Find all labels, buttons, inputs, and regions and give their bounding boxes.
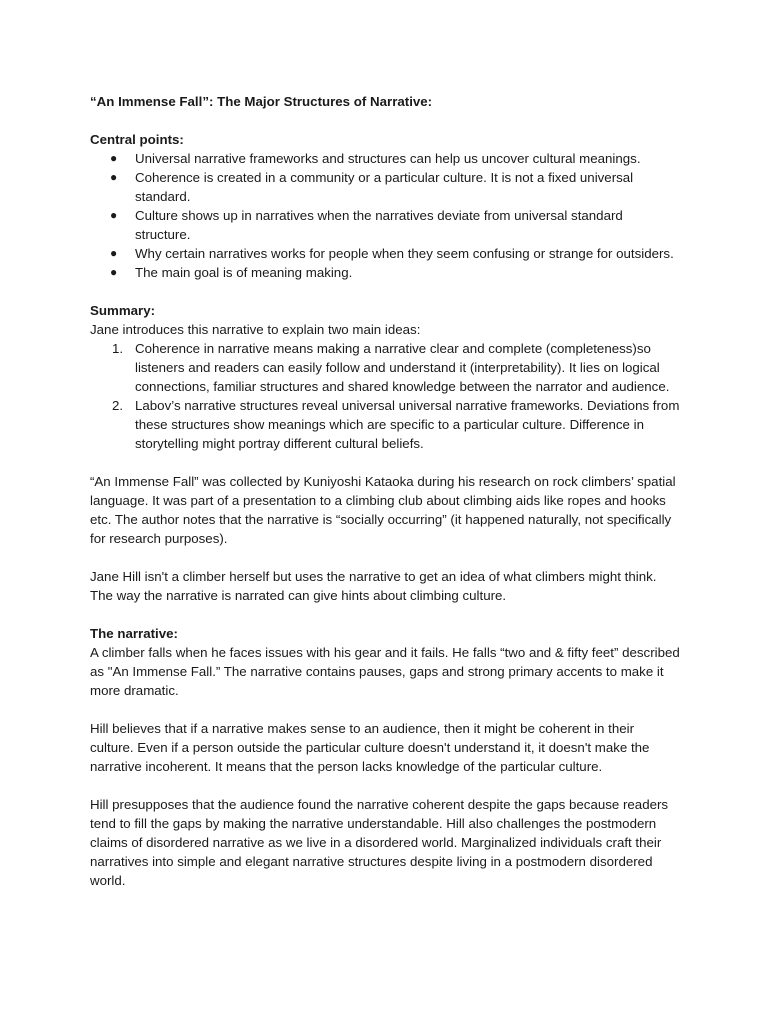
document-title: “An Immense Fall”: The Major Structures of Narrative: — [90, 94, 433, 109]
paragraph-narrative-fall: A climber falls when he faces issues with his gear and it fails. He falls “two and & fifty feet” described as "An Immense Fall.” The narrative contains pauses, gaps and strong primary accents to make it more dramatic. — [90, 645, 680, 698]
bullet-icon: ● — [110, 170, 118, 184]
central-points-list — [90, 149, 680, 282]
list-number: 1. — [112, 341, 124, 356]
list-item-text: Coherence in narrative means making a narrative clear and complete (completeness)so listeners and readers can easily follow and understand it (interpretability). It lies on logical connections, familiar structures and shared knowledge between the narrator and audience. — [135, 341, 670, 394]
central-points-heading: Central points: — [90, 132, 184, 147]
bullet-icon: ● — [110, 208, 118, 222]
summary-list — [90, 339, 680, 453]
list-item-text: Why certain narratives works for people when they seem confusing or strange for outsiders. — [135, 246, 674, 261]
paragraph-coherence: Hill believes that if a narrative makes sense to an audience, then it might be coherent in their culture. Even if a person outside the particular culture doesn't understand it, it doesn't make the narrative incoherent. It means that the person lacks knowledge of the particular culture. — [90, 721, 650, 774]
list-item-text: Labov’s narrative structures reveal universal universal narrative frameworks. Deviations from these structures show meanings which are specific to a particular culture. Difference in storytelling might portray different cultural beliefs. — [135, 398, 680, 451]
list-item-text: Universal narrative frameworks and structures can help us uncover cultural meanings. — [135, 151, 641, 166]
list-item — [90, 244, 680, 263]
bullet-icon: ● — [110, 265, 118, 279]
list-item — [90, 206, 680, 244]
document-page — [90, 92, 680, 890]
list-item-text: Coherence is created in a community or a particular culture. It is not a fixed universal standard. — [135, 170, 634, 204]
paragraph-collection: “An Immense Fall” was collected by Kuniyoshi Kataoka during his research on rock climbers’ spatial language. It was part of a presentation to a climbing club about climbing aids like ropes and hooks etc. The author notes that the narrative is “socially occurring” (it happened naturally, not specifically for research purposes). — [90, 474, 676, 546]
list-number: 2. — [112, 398, 124, 413]
summary-heading: Summary: — [90, 303, 156, 318]
paragraph-presupposes: Hill presupposes that the audience found the narrative coherent despite the gaps because readers tend to fill the gaps by making the narrative understandable. Hill also challenges the postmodern claims of disordered narrative as we live in a disordered world. Marginalized individuals craft their narratives into simple and elegant narrative structures despite living in a postmodern disordered world. — [90, 797, 669, 888]
list-item-text: The main goal is of meaning making. — [135, 265, 353, 280]
list-item — [90, 263, 680, 282]
list-item — [90, 396, 680, 453]
paragraph-jane-hill: Jane Hill isn't a climber herself but uses the narrative to get an idea of what climbers might think. The way the narrative is narrated can give hints about climbing culture. — [90, 569, 657, 603]
list-item — [90, 339, 680, 396]
bullet-icon: ● — [110, 246, 118, 260]
summary-intro: Jane introduces this narrative to explain two main ideas: — [90, 322, 421, 337]
list-item — [90, 168, 680, 206]
list-item-text: Culture shows up in narratives when the narratives deviate from universal standard structure. — [135, 208, 623, 242]
list-item — [90, 149, 680, 168]
narrative-heading: The narrative: — [90, 626, 178, 641]
bullet-icon: ● — [110, 151, 118, 165]
